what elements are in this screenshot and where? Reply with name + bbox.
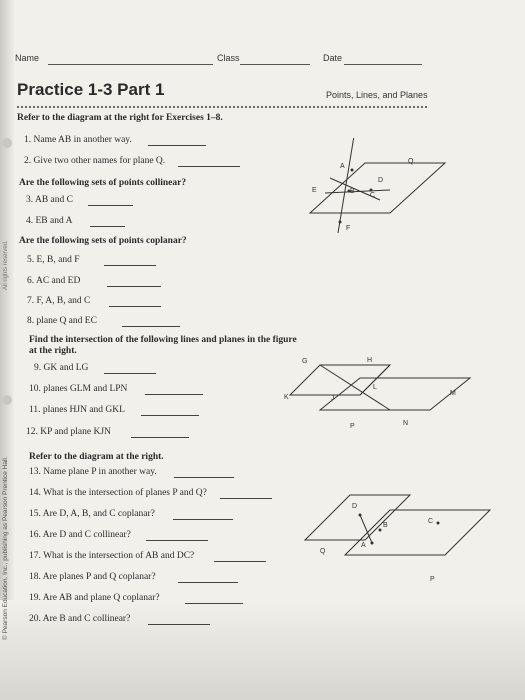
rights-sidebar: All rights reserved. — [3, 240, 9, 290]
label-a: A — [361, 542, 366, 549]
label-l: L — [373, 384, 377, 391]
class-field-line[interactable] — [240, 64, 310, 65]
question-2: 2. Give two other names for plane Q. — [24, 156, 166, 166]
answer-10[interactable] — [145, 394, 203, 395]
answer-14[interactable] — [220, 498, 272, 499]
label-e: E — [312, 187, 317, 194]
date-label: Date — [323, 53, 343, 63]
diagram-plane-q — [270, 138, 450, 238]
question-16: 16. Are D and C collinear? — [29, 530, 131, 540]
name-field-line[interactable] — [48, 64, 213, 65]
section-instruction-intersection: Find the intersection of the following lines and planes in the figure — [29, 335, 297, 345]
label-c: C — [370, 192, 376, 199]
page-title: Practice 1-3 Part 1 — [17, 80, 165, 99]
answer-19[interactable] — [185, 603, 243, 604]
label-f: F — [346, 225, 351, 232]
label-m: M — [450, 390, 456, 397]
question-5: 5. E, B, and F — [27, 255, 80, 265]
label-n: N — [403, 420, 409, 427]
answer-18[interactable] — [178, 582, 238, 583]
label-k: K — [284, 394, 289, 401]
diagram-planes-p-q — [300, 475, 500, 605]
answer-13[interactable] — [174, 477, 234, 478]
question-18: 18. Are planes P and Q coplanar? — [29, 572, 156, 582]
question-10: 10. planes GLM and LPN — [29, 384, 128, 394]
question-8: 8. plane Q and EC — [27, 316, 97, 326]
question-7: 7. F, A, B, and C — [27, 296, 91, 306]
question-19: 19. Are AB and plane Q coplanar? — [29, 593, 160, 603]
copyright-sidebar: © Pearson Education, Inc., publishing as Pearson Prentice Hall. — [2, 456, 9, 640]
answer-3[interactable] — [88, 205, 133, 206]
question-14: 14. What is the intersection of planes P and Q? — [29, 488, 207, 498]
label-c: C — [428, 518, 434, 525]
date-field-line[interactable] — [344, 64, 422, 65]
punch-hole — [2, 395, 12, 405]
answer-11[interactable] — [141, 415, 199, 416]
title-divider — [17, 106, 427, 108]
class-label: Class — [217, 53, 240, 63]
question-12: 12. KP and plane KJN — [26, 427, 111, 437]
question-4: 4. EB and A — [26, 216, 73, 226]
label-b: B — [383, 522, 388, 529]
answer-20[interactable] — [148, 624, 210, 625]
label-b: B — [350, 188, 355, 195]
answer-12[interactable] — [131, 437, 189, 438]
diagram-intersecting-planes — [280, 350, 480, 440]
answer-1[interactable] — [148, 145, 206, 146]
label-h: H — [367, 357, 373, 364]
label-a: A — [340, 163, 345, 170]
punch-hole — [2, 138, 12, 148]
section-heading-coplanar: Are the following sets of points coplanar? — [19, 236, 187, 246]
label-p: P — [350, 423, 355, 430]
answer-15[interactable] — [173, 519, 233, 520]
question-15: 15. Are D, A, B, and C coplanar? — [29, 509, 155, 519]
answer-2[interactable] — [178, 166, 240, 167]
label-q: Q — [320, 548, 326, 555]
section-instruction-diagram2: Refer to the diagram at the right. — [29, 452, 164, 462]
label-p: P — [430, 576, 435, 583]
label-d: D — [378, 177, 384, 184]
section-heading-collinear: Are the following sets of points collinear? — [19, 178, 187, 188]
section-instruction-1: Refer to the diagram at the right for Exercises 1–8. — [17, 113, 223, 123]
question-3: 3. AB and C — [26, 195, 73, 205]
question-20: 20. Are B and C collinear? — [29, 614, 131, 624]
answer-4[interactable] — [90, 226, 125, 227]
label-j: J — [331, 395, 335, 402]
name-label: Name — [15, 53, 40, 63]
question-1: 1. Name AB in another way. — [24, 135, 132, 145]
label-q: Q — [408, 158, 414, 165]
answer-5[interactable] — [104, 265, 156, 266]
answer-9[interactable] — [104, 373, 156, 374]
answer-7[interactable] — [109, 306, 161, 307]
answer-17[interactable] — [214, 561, 266, 562]
label-d: D — [352, 503, 358, 510]
section-instruction-intersection-cont: at the right. — [29, 346, 77, 356]
question-17: 17. What is the intersection of AB and DC? — [29, 551, 195, 561]
page-subtitle: Points, Lines, and Planes — [326, 90, 428, 100]
answer-6[interactable] — [107, 286, 161, 287]
label-g: G — [302, 358, 308, 365]
question-6: 6. AC and ED — [27, 276, 81, 286]
question-13: 13. Name plane P in another way. — [29, 467, 157, 477]
answer-8[interactable] — [122, 326, 180, 327]
answer-16[interactable] — [146, 540, 208, 541]
question-9: 9. GK and LG — [34, 363, 89, 373]
question-11: 11. planes HJN and GKL — [29, 405, 125, 415]
